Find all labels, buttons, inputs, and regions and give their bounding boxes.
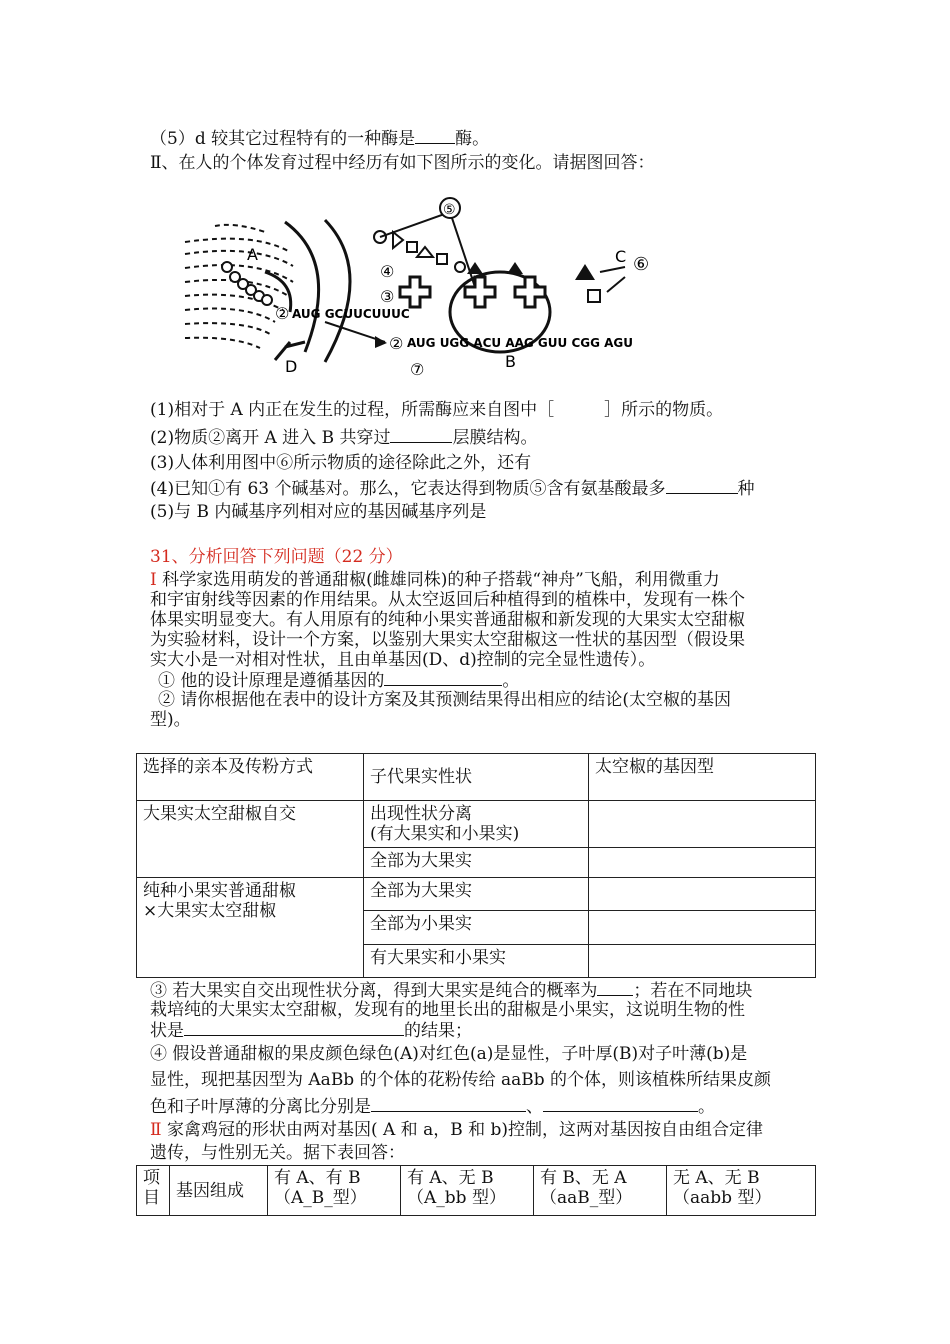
mrna-seq-2: AUG UGG ACU AAG GUU CGG AGU (407, 336, 634, 350)
label-B: B (505, 352, 516, 371)
r2-result-2: 全部为小果实 (364, 911, 589, 945)
arrowhead (375, 336, 387, 348)
answer-blank (384, 670, 502, 686)
label-circle-2b: ② (389, 334, 404, 353)
design-table (136, 753, 816, 978)
part2-intro: Ⅱ、在人的个体发育过程中经历有如下图所示的变化。请据图回答： (150, 153, 655, 173)
q31-s2a: ② 请你根据他在表中的设计方案及其预测结果得出相应的结论(太空椒的基因 (158, 690, 732, 710)
r1-result-1 (364, 801, 589, 848)
p2-q2-a: (2)物质②离开 A 进入 B 共穿过 (150, 428, 391, 448)
answer-blank (666, 478, 738, 494)
q31-p1-line5: 实大小是一对相对性状，且由单基因(D、d)控制的完全显性遗传）。 (150, 650, 656, 670)
s4-e: 。 (698, 1097, 715, 1117)
s3-line1 (150, 980, 752, 1001)
label-D: D (285, 357, 298, 376)
s3-line3 (150, 1020, 472, 1041)
g3 (534, 1166, 667, 1216)
label-circle-5: ⑤ (443, 202, 456, 218)
dna-chain (222, 262, 272, 305)
p2-q1-b: ］所示的物质。 (604, 400, 724, 420)
g4-a: 无 A、无 B (673, 1168, 760, 1188)
p2-q1-a: (1)相对于 A 内正在发生的过程，所需酶应来自图中［ (150, 400, 555, 420)
p2-q4-b: 种 (737, 479, 755, 499)
small-square (588, 290, 600, 302)
q5-line (150, 128, 489, 149)
s4-d: 、 (526, 1097, 543, 1117)
r1-parent: 大果实太空甜椒自交 (137, 801, 364, 878)
answer-blank (390, 427, 452, 443)
p2-q4-a: (4)已知①有 63 个碱基对。那么，它表达得到物质⑤含有氨基酸最多 (150, 479, 666, 499)
comb-table (136, 1165, 816, 1216)
q31-s2b: 型)。 (150, 710, 191, 730)
g1-a: 有 A、有 B (274, 1168, 361, 1188)
s3-e: 的结果； (404, 1021, 472, 1041)
answer-blank (371, 1096, 526, 1112)
q31-p1-line4: 为实验材料，设计一个方案，以鉴别大果实太空甜椒这一性状的基因型（假设果 (150, 630, 745, 650)
q31-title: 31、分析回答下列问题（22 分） (150, 547, 403, 567)
p2-q2-b: 层膜结构。 (452, 428, 538, 448)
q31-s1-b: 。 (502, 671, 520, 691)
q31-p1-text: 科学家选用萌发的普通甜椒(雌雄同株)的种子搭载“神舟”飞船，利用微重力 (162, 570, 720, 590)
p2b-text: 家禽鸡冠的形状由两对基因( A 和 a，B 和 b)控制，这两对基因按自由组合定律 (166, 1120, 764, 1140)
col-item-b: 目 (143, 1188, 160, 1208)
g1 (268, 1166, 401, 1216)
q5-end: 酶。 (455, 129, 490, 149)
answer-cell[interactable] (589, 878, 816, 911)
answer-cell[interactable] (589, 911, 816, 945)
th-parent: 选择的亲本及传粉方式 (137, 754, 364, 801)
q5-text: （5）d 较其它过程特有的一种酶是 (150, 129, 416, 149)
g4-b: （aabb 型） (673, 1188, 772, 1208)
p2b-line1 (150, 1120, 763, 1140)
answer-blank (543, 1096, 698, 1112)
p2-q4 (150, 478, 755, 499)
r2-parent (137, 878, 364, 978)
label-circle-7: ⑦ (410, 360, 425, 379)
answer-cell[interactable] (589, 801, 816, 848)
q31-p1-line1 (150, 570, 720, 590)
col-genotype: 基因组成 (170, 1166, 268, 1216)
g3-a: 有 B、无 A (540, 1168, 627, 1188)
q31-p1-line2: 和宇宙射线等因素的作用结果。从太空返回后种植得到的植株中，发现有一株个 (150, 590, 745, 610)
r2-parent-a: 纯种小果实普通甜椒 (143, 881, 296, 901)
label-circle-3: ③ (380, 287, 395, 306)
s3-line2: 栽培纯的大果实太空甜椒，发现有的地里长出的甜椒是小果实，这说明生物的性 (150, 1000, 745, 1020)
g3-b: （aaB_型） (540, 1188, 633, 1208)
answer-blank (597, 980, 633, 996)
q31-p1-line3: 体果实明显变大。有人用原有的纯种小果实普通甜椒和新发现的大果实太空甜椒 (150, 610, 745, 630)
r1-result-1b: (有大果实和小果实) (370, 824, 520, 844)
col-item (137, 1166, 170, 1216)
mrna-seq-1: AUG GCUUCUUUC (292, 307, 410, 321)
r1-result-1a: 出现性状分离 (370, 804, 472, 824)
s4-c: 色和子叶厚薄的分离比分别是 (150, 1097, 371, 1117)
c-arrows (600, 267, 625, 292)
g2 (401, 1166, 534, 1216)
r2-parent-b: ×大果实太空甜椒 (143, 901, 277, 921)
answer-blank (415, 128, 455, 144)
q31-s1 (158, 670, 519, 691)
s3-d: 状是 (150, 1021, 184, 1041)
g2-a: 有 A、无 B (407, 1168, 494, 1188)
answer-cell[interactable] (589, 848, 816, 878)
q31-s1-a: ① 他的设计原理是遵循基因的 (158, 671, 385, 691)
answer-blank (184, 1020, 404, 1036)
col-item-a: 项 (143, 1168, 160, 1188)
p2-q1 (150, 400, 723, 420)
roman-two: Ⅱ (150, 1120, 162, 1140)
g2-b: （A_bb 型） (407, 1188, 506, 1208)
label-circle-2a: ② (275, 304, 290, 323)
p2b-line2: 遗传，与性别无关。据下表回答： (150, 1143, 405, 1163)
s3-a: ③ 若大果实自交出现性状分离，得到大果实是纯合的概率为 (150, 981, 598, 1001)
r1-result-2: 全部为大果实 (364, 848, 589, 878)
p2-q5: (5)与 B 内碱基序列相对应的基因碱基序列是 (150, 502, 487, 522)
r2-result-1: 全部为大果实 (364, 878, 589, 911)
p2-q3: (3)人体利用图中⑥所示物质的途径除此之外，还有 (150, 453, 532, 473)
translation-diagram (175, 192, 675, 382)
g4 (667, 1166, 816, 1216)
roman-one: Ⅰ (150, 570, 157, 590)
g1-b: （A_B_型） (274, 1188, 367, 1208)
s4-line1: ④ 假设普通甜椒的果皮颜色绿色(A)对红色(a)是显性，子叶厚(B)对子叶薄(b)是 (150, 1044, 748, 1064)
label-circle-4: ④ (380, 262, 395, 281)
label-circle-6: ⑥ (633, 254, 650, 275)
s4-line3 (150, 1096, 715, 1117)
label-C: C (615, 247, 627, 266)
th-offspring: 子代果实性状 (364, 754, 589, 801)
s3-b: ；若在不同地块 (633, 981, 753, 1001)
s4-line2: 显性，现把基因型为 AaBb 的个体的花粉传给 aaBb 的个体，则该植株所结果皮颜 (150, 1070, 772, 1090)
answer-cell[interactable] (589, 945, 816, 978)
r2-result-3: 有大果实和小果实 (364, 945, 589, 978)
p2-q2 (150, 427, 537, 448)
th-genotype: 太空椒的基因型 (589, 754, 816, 801)
label-A: A (247, 245, 258, 264)
